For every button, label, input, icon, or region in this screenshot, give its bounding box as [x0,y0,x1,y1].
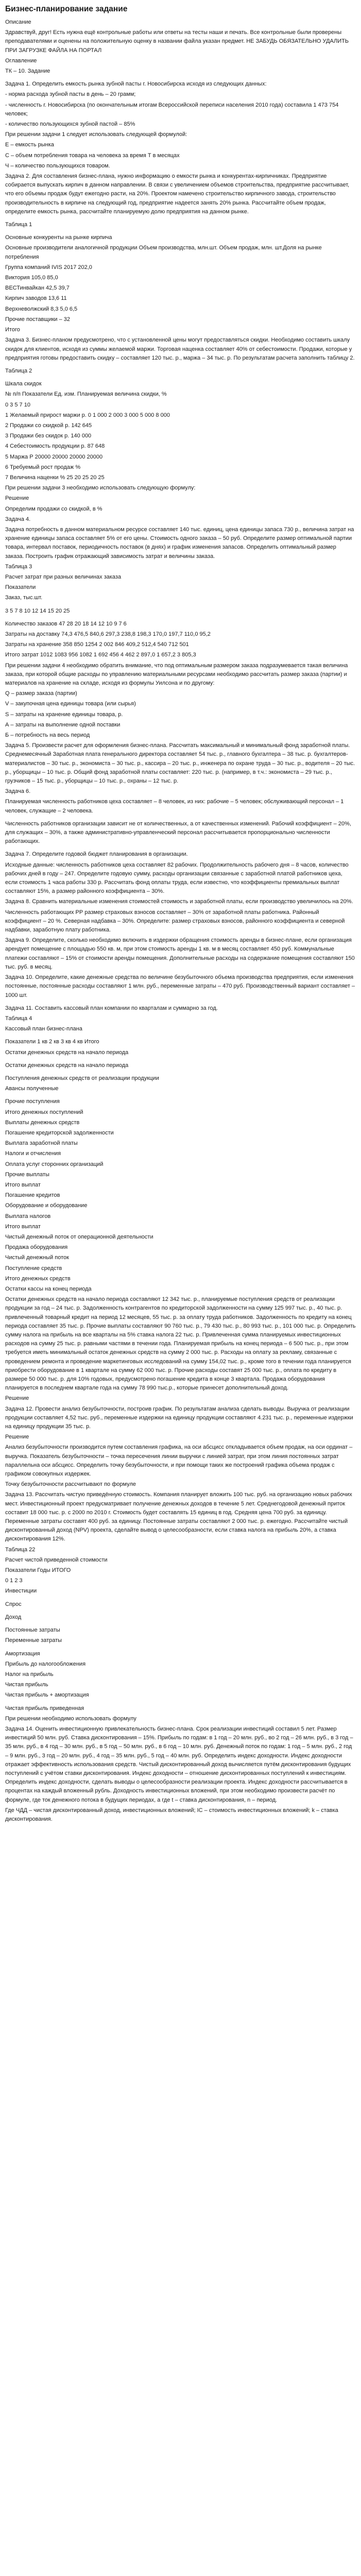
document-paragraph: Чистая прибыль + амортизация [5,1692,89,1699]
document-paragraph: Решение [5,495,29,502]
document-paragraph: При решении необходимо использовать формулу [5,1715,136,1722]
document-paragraph: Поступление средств [5,1265,62,1272]
document-paragraph: Задача потребность в данном материальном ресурсе составляет 140 тыс. единиц, цена единицы запаса 730 р., величина затрат на хранение единицы запаса составляет 5% от его цены. Стоимость одного заказа – 50 руб. Определите размер оптимальной партии товара, интервал поставок, периодичность поставок (в днях) и график изменения запасов. Определить оптимальный размер заказа. Построить график отражающий зависимость затрат и величины заказа. [5,526,354,560]
document-paragraph: ВЕСТинвайкан 42,5 39,7 [5,285,70,292]
document-paragraph: Задача 4. [5,516,31,522]
document-paragraph: Верхневолжский 8,3 5,0 6,5 [5,306,78,312]
document-paragraph: Итого [5,327,20,333]
document-paragraph: Таблица 4 [5,1015,32,1022]
document-paragraph: Задача 5. Произвести расчет для оформления бизнес-плана. Рассчитать максимальный и минимальный фонд заработной платы. Среднемесячный Заработная плата генерального директора составляет 54 тыс. р., главного бухгалтера – 38 тыс. р. бухгалтеров-материалистов – 30 тыс. р., экономиста – 30 тыс. р., кассира – 20 тыс. р., инженера по охране труда – 30 тыс. р., водителя – 20 тыс. р., уборщицы – 10 тыс. р. Общий фонд заработной платы составляет: 220 тыс. р. (например, в т.ч.: экономиста – 29 тыс. р., грузчиков – 15 тыс. р., уборщицы – 10 тыс. р., охраны – 12 тыс. р. [5,742,355,785]
document-paragraph: Задача 13. Рассчитать чистую приведённую стоимость. Компания планирует вложить 100 тыс. руб. на организацию новых рабочих мест. Инвестиционный проект предусматривает получение денежных доходов в течение 5 лет. Среднегодовой денежный приток составит 18 000 тыс. р. с 2000 по 2010 г. Стоимость будет составлять 15 единиц в год. Средняя цена 700 руб. за единицу. Переменные затраты составят 400 руб. за единицу. Постоянные затраты составляют 2 000 тыс. р. ежегодно. Рассчитайте чистый дисконтированный доход (NPV) проекта, сделайте вывод о целесообразности, если ставка налога на прибыль 20%, а ставка дисконтирования 12%. [5,1492,352,1543]
document-paragraph: Прочие выплаты [5,1171,49,1178]
document-paragraph: Переменные затраты [5,1637,62,1644]
document-paragraph: Точку безубыточности рассчитывают по формуле [5,1481,136,1488]
document-paragraph: Оплата услуг сторонних организаций [5,1161,104,1167]
document-paragraph: Задача 11. Составить кассовый план компании по кварталам и суммарно за год. [5,1005,218,1011]
document-paragraph: Таблица 1 [5,222,32,228]
document-paragraph: Решение [5,1434,29,1440]
document-paragraph: Поступления денежных средств от реализации продукции [5,1075,159,1081]
document-paragraph: Таблица 22 [5,1546,36,1553]
document-paragraph: Остатки денежных средств на начало периода [5,1062,129,1069]
document-paragraph: Задача 1. Определить емкость рынка зубной пасты г. Новосибирска исходя из следующих данных: [5,81,267,88]
document-paragraph: Q – размер заказа (партии) [5,690,77,697]
document-paragraph: Кассовый план бизнес-плана [5,1026,82,1032]
document-paragraph: Показатели [5,584,36,591]
document-paragraph: - норма расхода зубной пасты в день – 20 грамм; [5,91,136,98]
document-paragraph: Остатки кассы на конец периода [5,1285,92,1292]
document-paragraph: 0 1 2 3 [5,1578,23,1584]
document-paragraph: Оглавление [5,57,37,64]
document-paragraph: Налоги и отчисления [5,1150,61,1157]
document-paragraph: Таблица 2 [5,367,32,374]
document-paragraph: Затраты на хранение 358 850 1254 2 002 846 409,2 512,4 540 712 501 [5,641,189,648]
document-paragraph: Прибыль до налогообложения [5,1660,86,1667]
document-paragraph: Чистый денежный поток от операционной деятельности [5,1233,153,1240]
document-paragraph: V – закупочная цена единицы товара (или сырья) [5,701,136,707]
document-paragraph: Количество заказов 47 28 20 18 14 12 10 9 7 6 [5,620,127,627]
document-paragraph: 3 5 7 8 10 12 14 15 20 25 [5,607,70,614]
document-paragraph: Итого выплат [5,1181,41,1188]
document-paragraph: Таблица 3 [5,563,32,570]
document-paragraph: Итого затрат 1012 1083 956 1082 1 692 456 4 462 2 897,0 1 657,2 3 805,3 [5,652,196,658]
document-paragraph: При решении задачи 4 необходимо обратить внимание, что под оптимальным размером заказа подразумевается такая величина заказа, при которой общие расходы по управлению материальными ресурсами необходимо рассчитать размер заказа (партии) и материалов на хранение на складе, исходя из формулы Уилсона и по другому: [5,662,348,686]
document-paragraph: № п/п Показатели Ед. изм. Планируемая величина скидки, % [5,391,167,398]
document-paragraph: Заказ, тыс.шт. [5,595,43,601]
document-paragraph: 2 Продажи со скидкой р. 142 645 [5,422,92,429]
document-paragraph: Доход [5,1614,22,1620]
document-title: Бизнес-планирование задание [5,5,128,13]
document-paragraph: Б – потребность на весь период [5,732,90,739]
document-paragraph: Группа компаний IVIS 2017 202,0 [5,264,92,270]
document-paragraph: Основные конкуренты на рынке кирпича [5,234,112,241]
document-paragraph: Прочие поступления [5,1098,60,1105]
document-paragraph: Виктория 105,0 85,0 [5,275,58,281]
document-paragraph: Выплата заработной платы [5,1140,78,1147]
document-paragraph: Е – емкость рынка [5,142,54,148]
document-paragraph: Ч – количество пользующихся товаром. [5,162,110,169]
document-paragraph: Численность работающих РР размер страховых взносов составляет – 30% от заработной платы работника. Районный коэффициент – 20 %. Северная надбавка – 30%. Определите: размер страховых взносов, районного коэффициента и северной надбавки, заработную плату работника. [5,909,345,934]
document-paragraph: Показатели 1 кв 2 кв 3 кв 4 кв Итого [5,1039,99,1045]
document-paragraph: С – объем потребления товара на человека за время Т в месяцах [5,152,180,159]
document-paragraph: Задача 7. Определите годовой бюджет планирования в организации. [5,851,188,858]
document-paragraph: 3 Продажи без скидок р. 140 000 [5,433,92,439]
document-paragraph: Чистая прибыль приведенная [5,1705,84,1711]
document-paragraph: Определим продажи со скидкой, в % [5,505,102,512]
document-paragraph: Оборудование и оборудование [5,1202,88,1209]
document-paragraph: Итого денежных поступлений [5,1109,83,1115]
document-paragraph: Задача 12. Провести анализ безубыточности, построив график. По результатам анализа сделать выводы. Выручка от реализации продукции составляет 4,52 тыс. руб., переменные издержки на единицу продукции составляют 4.231 тыс. р., переменные издержки на единицу продукции 35 тыс. р. [5,1405,353,1430]
document-paragraph: Чистый денежный поток [5,1255,69,1261]
document-paragraph: Итого денежных средств [5,1275,71,1282]
document-paragraph: Основные производители аналогичной продукции Объем производства, млн.шт. Объем продаж, млн. шт.Доля на рынке потребления [5,245,322,260]
document-paragraph: Где ЧДД – чистая дисконтированный доход, инвестиционных вложений; IC – стоимость инвестиционных вложений; k – ставка дисконтирования. [5,1807,338,1822]
document-paragraph: При решении задачи 3 необходимо использовать следующую формулу: [5,485,196,492]
document-paragraph: Задача 8. Сравнить материальные изменения стоимостей стоимость и заработной платы, если производство увеличилось на 20%. [5,899,353,905]
document-paragraph: Исходные данные: численность работников цеха составляет 82 рабочих. Продолжительность рабочего дня – 8 часов, количество рабочих дней в году – 247. Определите годовую сумму, расходы организации связанные с заработной платой работников цеха, если стоимость 1 часа работы 330 р. Рассчитать фонд оплаты труда, если известно, что коэффициенты премиальных выплат составляют 15%, а размер районного коэффициента – 30%. [5,861,349,895]
document-paragraph: Кирпич заводов 13,6 11 [5,295,67,302]
document-paragraph: 5 Маржа Р 20000 20000 20000 20000 [5,453,103,460]
document-paragraph: Налог на прибыль [5,1671,54,1677]
document-body [5,18,356,1824]
document-paragraph: Выплаты денежных средств [5,1119,80,1126]
document-paragraph: 1 Желаемый прирост маржи р. 0 1 000 2 000 3 000 5 000 8 000 [5,412,170,418]
document-paragraph: Прочие поставщики – 32 [5,316,71,323]
document-paragraph: ТК – 10. Задание [5,68,50,75]
document-paragraph: Задача 3. Бизнес-планом предусмотрено, что с установленной цены могут предоставляться скидки. Необходимо составить шкалу скидок для клиентов, исходя из суммы желаемой маржи. Торговая наценка составляет 40% от себестоимости. Продажи, которые у предприятия готовы предоставить скидку – составляет 120 тыс. р., маржа – 34 тыс. р. По результатам расчета заполнить таблицу 2. [5,337,355,361]
document-paragraph: Чистая прибыль [5,1682,48,1688]
document-paragraph: Итого выплат [5,1223,41,1230]
document-paragraph: 4 Себестоимость продукции р. 87 648 [5,443,105,450]
document-paragraph: 7 Величина наценки % 25 20 25 20 25 [5,474,105,481]
document-paragraph: Численность работников организации зависит не от количественных, а от качественных изменений. Рабочий коэффициент – 20%, для служащих – 30%, а также административно-управленческий персонал рассчитывается пропорционально численности работающих. [5,820,351,845]
document-paragraph: Погашение кредитов [5,1192,60,1199]
document-paragraph: Амортизация [5,1650,40,1657]
document-paragraph: Расчет чистой приведенной стоимости [5,1556,108,1563]
document-paragraph: 6 Требуемый рост продаж % [5,464,81,470]
document-paragraph: Постоянные затраты [5,1627,60,1634]
document-paragraph: Инвестиции [5,1588,37,1595]
document-paragraph: Расчет затрат при разных величинах заказа [5,573,122,580]
document-paragraph: Описание [5,19,31,25]
document-paragraph: Задача 6. [5,788,31,795]
document-paragraph: При решении задачи 1 следует использовать следующей формулой: [5,131,187,138]
document-paragraph: Задача 14. Оценить инвестиционную привлекательность бизнес-плана. Срок реализации инвестиций составил 5 лет. Размер инвестиций 50 млн. руб. Ставка дисконтирования – 15%. Прибыль по годам: в 1 год – 20 млн. руб., во 2 год – 26 млн. руб., в 3 год – 35 млн. руб., в 4 год – 30 млн. руб., в 5 год – 50 млн. руб., в 6 год – 10 млн. руб. Денежный поток по годам: 1 год – 5 млн. руб., 2 год – 9 млн. руб., 3 год – 20 млн. руб., 4 год – 35 млн. руб., 5 год – 40 млн. руб. Определить индекс доходности. Индекс доходности отражает эффективность использования средств. Чистый дисконтированный доход вычисляется путём дисконтирования будущих поступлений с учётом ставки дисконтирования. Индекс доходности – отношение дисконтированных поступлений к инвестициям. Определить индекс доходности, сделать выводы о целесообразности реализации проекта. Индекс доходности рассчитывается в процентах на каждый вложенный рубль. Доходность инвестиционных вложений, при этом необходимо произвести расчёт по формуле, где ток денежного потока в будущих периодах, а где t – ставка дисконтирования, n – период. [5,1725,353,1803]
document-paragraph: Здравствуй, друг! Есть нужна ещё контрольные работы или ответы на тесты наши и печать. Все контрольные были проверены преподавателями и оценены на положительную оценку в названии файла указан предмет. НЕ ЗАБУДЬ ОБЯЗАТЕЛЬНО УДАЛИТЬ ПРИ ЗАГРУЗКЕ ФАЙЛА НА ПОРТАЛ [5,29,349,54]
document-paragraph: А – затраты на выполнение одной поставки [5,721,121,728]
document-paragraph: Остатки денежных средств на начало периода составляют 12 342 тыс. р., планируемые поступления средств от реализации продукции за год – 24 тыс. р. Задолженность контрагентов по кредиторской задолженности на сумму 125 997 тыс. р., 40 тыс. р. привлеченный товарный кредит на период 12 месяцев, 55 тыс. р. за оплату труда работников. Задолженность по кредиту на конец периода составляет 35 тыс. р. Прочие выплаты составляют 90 760 тыс. р., 79 430 тыс. р., 80 993 тыс. р., 101 000 тыс. р. Определить сумму налога на прибыль на все кварталы на 5% ставка налога 22 тыс. р. Привлеченная сумма планируемых инвестиционных расходов на сумму 25 тыс. р. равными частями в течении года. Планируемая прибыль на конец периода – 6 500 тыс. р., при этом требуется иметь минимальный остаток денежных средств на сумму 2 000 тыс. р. Расходы на оплату за рекламу, связанные с проведением ремонта и проведение маркетинговых исследований на сумму 154,02 тыс. р., кроме того в течении года планируется приобрести оборудование в 1 квартале на сумму 62 000 тыс. р. Прочие расходы составят 25 000 тыс. р., оплата по кредиту в размере 50 000 тыс. р. для 10% годовых, предусмотрено погашение кредита в конце 3 квартала. Продажа оборудования планируется в последнем квартале года на сумму 78 990 тыс.р., которые принесет дополнительный доход. [5,1296,356,1392]
document-paragraph: Шкала скидок [5,381,42,387]
document-paragraph: Планируемая численность работников цеха составляет – 8 человек, из них: рабочие – 5 человек; обслуживающий персонал – 1 человек, служащие – 2 человека. [5,799,344,814]
document-paragraph: Авансы полученные [5,1086,59,1092]
document-paragraph: Задача 10. Определите, какие денежные средства по величине безубыточного объема производства предприятия, если изменения постоянные, постоянные расходы составляют 1 млн. руб., переменные затраты – 470 руб. Производственный вариант составляет – 1000 шт. [5,974,355,998]
document-paragraph: Анализ безубыточности производится путем составления графика, на оси абсцисс откладывается объем продаж, на оси ординат – выручка. Показатель безубыточности – точка пересечения линии выручки с линией затрат, при этом линия постоянных затрат параллельна оси абсцисс. Определить точку безубыточности, и при помощи таких же построений графика объема продаж с графиком совокупных издержек. [5,1444,353,1478]
document-paragraph: Продажа оборудования [5,1244,68,1251]
document-paragraph: - количество пользующихся зубной пастой – 85% [5,121,135,128]
document-paragraph: Спрос [5,1601,22,1607]
document-paragraph: 0 3 5 7 10 [5,401,30,408]
document-paragraph: Задача 2. Для составления бизнес-плана, нужно информацию о емкости рынка и конкурентах-кирпичниках. Предприятие собирается выпускать кирпич в данном направлении. В связи с увеличением объемов строительства, предприятие рассчитывает, что его объемы продаж будут ежегодно расти, на 20%. Проектом намечено строительство кирпичного завода, строительство производительность в кирпиче на следующий год, предприятие надеется занять 20% рынка. Рассчитайте объем продаж, определите емкость рынка, рассчитайте планируемую долю предприятия на данном рынке. [5,173,350,215]
document-paragraph: Выплата налогов [5,1213,51,1219]
document-paragraph: Решение [5,1395,29,1402]
document-paragraph: Погашение кредиторской задолженности [5,1129,114,1136]
document-paragraph: - численность г. Новосибирска (по окончательным итогам Всероссийской переписи населения 2010 года) составила 1 473 754 человек; [5,101,339,117]
document-paragraph: Показатели Годы ИТОГО [5,1567,71,1574]
document-paragraph: Остатки денежных средств на начало периода [5,1049,129,1056]
document-paragraph: Задача 9. Определите, сколько необходимо включить в издержки обращения стоимость аренды в бизнес-плане, если организация арендует помещение с площадью 550 кв. м, при этом стоимость аренды 1 кв. м в месяц составляет 450 руб. Коммунальные платежи составляют – 15% от стоимости аренды помещения. Дополнительные расходы на содержание помещения составляют 150 тыс. руб. в месяц. [5,937,355,970]
document-paragraph: S – затраты на хранение единицы товара, р. [5,711,123,718]
document-paragraph: Затраты на доставку 74,3 476,5 840,6 297,3 238,8 198,3 170,0 197,7 110,0 95,2 [5,631,211,637]
